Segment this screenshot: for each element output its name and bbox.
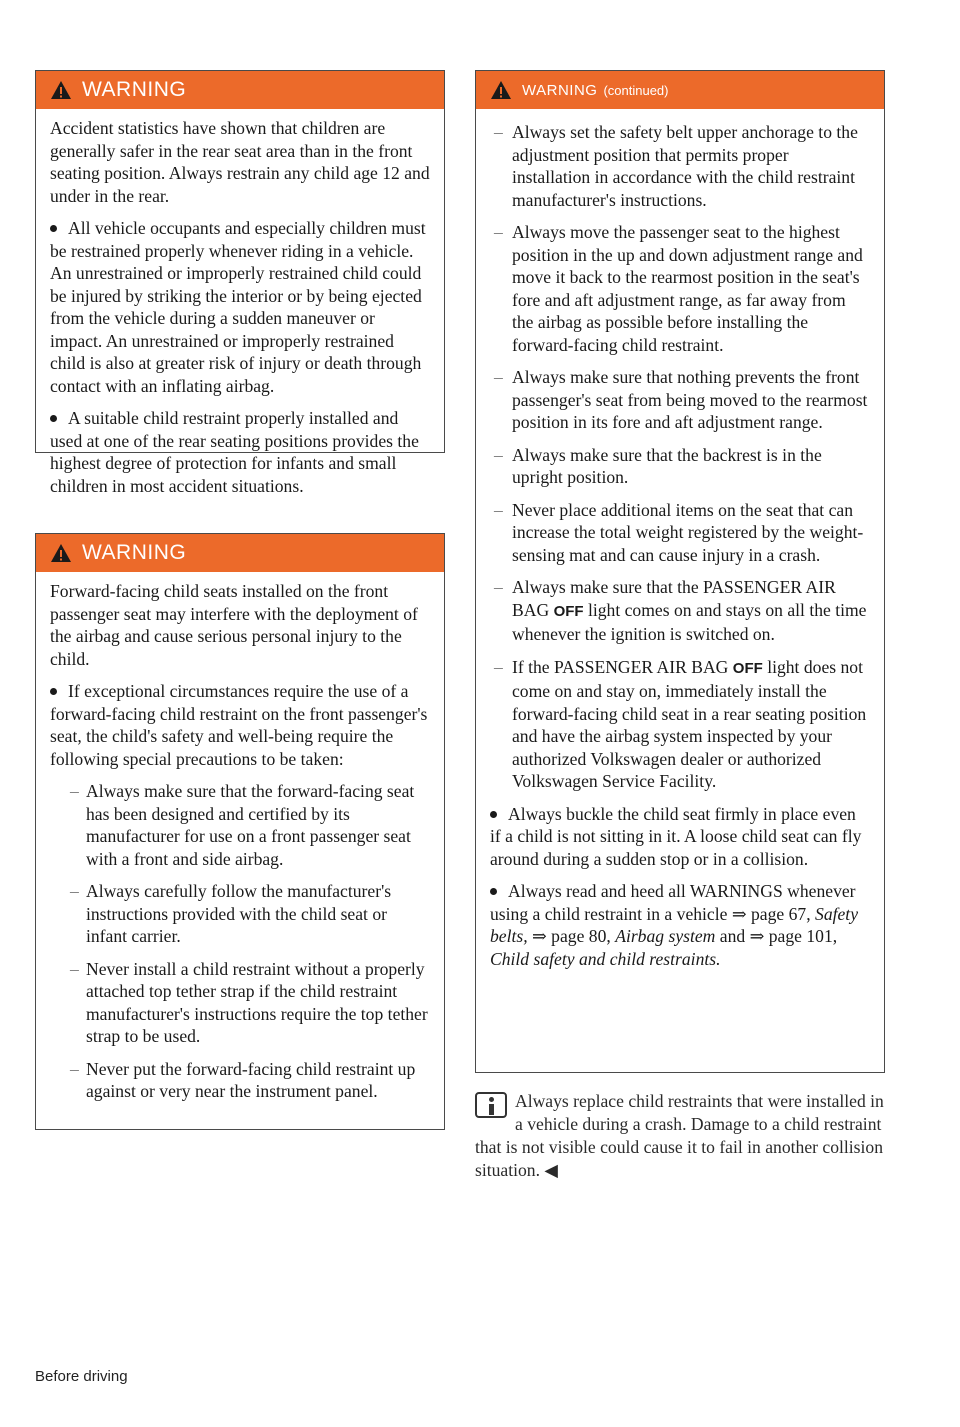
dash-item: – Never place additional items on the seat that can increase the total weight registered by the weight-sensing mat and can cause injury in a crash. <box>490 499 870 567</box>
warning-header <box>36 534 444 572</box>
dash-item: – Never install a child restraint without a properly attached top tether strap if the child restraint manufacturer's instructions require the top tether strap to be used. <box>50 958 430 1048</box>
warning-triangle-icon <box>50 543 72 563</box>
warning-box-continued <box>475 70 885 1073</box>
ref-title-airbag-system[interactable]: Airbag system <box>615 926 716 946</box>
dash-text: light comes on and stays on all the time whenever the ignition is switched on. <box>512 599 867 644</box>
dash-item: – Always set the safety belt upper anchorage to the adjustment position that permits proper installation in accordance with the child restraint manufacturer's instructions. <box>490 121 870 211</box>
warning-header <box>36 71 444 109</box>
warning-triangle-icon <box>490 80 512 100</box>
ref-title-safety-belts[interactable]: Safety belts, <box>490 903 859 946</box>
dash-item: – Always carefully follow the manufacturer's instructions provided with the child seat or infant carrier. <box>50 880 430 948</box>
info-note <box>475 1090 885 1182</box>
end-of-section-marker-icon: ◀ <box>544 1160 558 1180</box>
warning-box-children-rear <box>35 70 445 496</box>
dash-text: If the PASSENGER AIR BAG <box>512 656 729 677</box>
warning-title: WARNING <box>82 78 187 101</box>
warning-box-forward-facing <box>35 533 445 1130</box>
page-ref-child-safety[interactable]: ⇒ page 101, <box>749 926 838 946</box>
off-indicator-label: OFF <box>732 659 763 677</box>
info-icon <box>475 1092 507 1118</box>
page-footer: Before driving <box>35 1368 128 1385</box>
dash-item: – Always make sure that nothing prevents the front passenger's seat from being moved to the rearmost position in its fore and aft adjustment range. <box>490 366 870 434</box>
dash-item-airbag-light-fail <box>490 656 870 793</box>
bullet-item: Always buckle the child seat firmly in place even if a child is not sitting in it. A loose child seat can fly around during a sudden stop or in a collision. <box>490 803 870 871</box>
dash-item: – Always make sure that the forward-facing seat has been designed and certified by its manufacturer for use on a front passenger seat with a front and side airbag. <box>50 780 430 870</box>
dash-item: – Never put the forward-facing child restraint up against or very near the instrument panel. <box>50 1058 430 1103</box>
warning-intro: Forward-facing child seats installed on the front passenger seat may interfere with the deployment of the airbag and cause serious personal injury to the child. <box>50 581 418 669</box>
note-text: Always replace child restraints that were installed in a vehicle during a crash. Damage to a child restraint that is not visible could cause it to fail in another collision situation. <box>475 1091 884 1180</box>
off-indicator-label: OFF <box>553 602 584 620</box>
dash-item: – Always make sure that the backrest is in the upright position. <box>490 444 870 489</box>
bullet-item: If exceptional circumstances require the use of a forward-facing child restraint on the front passenger's seat, the child's safety and well-being require the following special precautions to be taken: <box>50 680 430 770</box>
warning-header <box>476 71 884 109</box>
dash-item: – Always move the passenger seat to the highest position in the up and down adjustment range and move it back to the rearmost position in the seat's fore and aft adjustment range, as far away from the airbag as possible before installing the forward-facing child restraint. <box>490 221 870 356</box>
bullet-item: All vehicle occupants and especially children must be restrained properly whenever riding in a vehicle. An unrestrained or improperly restrained child could be injured by striking the interior or by being ejected from the vehicle during a sudden maneuver or impact. An unrestrained or improperly restrained child is also at greater risk of injury or death through contact with an inflating airbag. <box>50 217 430 397</box>
dash-item-airbag-light <box>490 576 870 646</box>
warning-title: WARNING <box>522 81 598 99</box>
dash-text: Always make sure that the PASSENGER AIR BAG <box>512 577 836 620</box>
page-ref-safety-belts[interactable]: ⇒ page 67, <box>731 903 811 924</box>
bullet-item-references <box>490 880 870 970</box>
warning-title: WARNING <box>82 541 187 564</box>
ref-title-child-safety[interactable]: Child safety and child restraints. <box>490 948 721 969</box>
bullet-item: A suitable child restraint properly installed and used at one of the rear seating positions provides the highest degree of protection for infants and small children in most accident situations. <box>50 407 430 497</box>
warning-intro: Accident statistics have shown that children are generally safer in the rear seat area than in the front seating position. Always restrain any child age 12 and under in the rear. <box>50 118 430 206</box>
ref-and: and <box>719 926 746 946</box>
warning-triangle-icon <box>50 80 72 100</box>
page-ref-airbag-system[interactable]: ⇒ page 80, <box>532 926 611 946</box>
bullet-text: Always read and heed all WARNINGS whenever using a child restraint in a vehicle <box>490 881 856 924</box>
warning-continued-label: (continued) <box>603 82 669 98</box>
dash-text: light does not come on and stay on, immediately install the forward-facing child seat in a rear seating position and have the airbag system inspected by your authorized Volkswagen dealer or authorized Volkswagen Service Facility. <box>512 656 867 791</box>
